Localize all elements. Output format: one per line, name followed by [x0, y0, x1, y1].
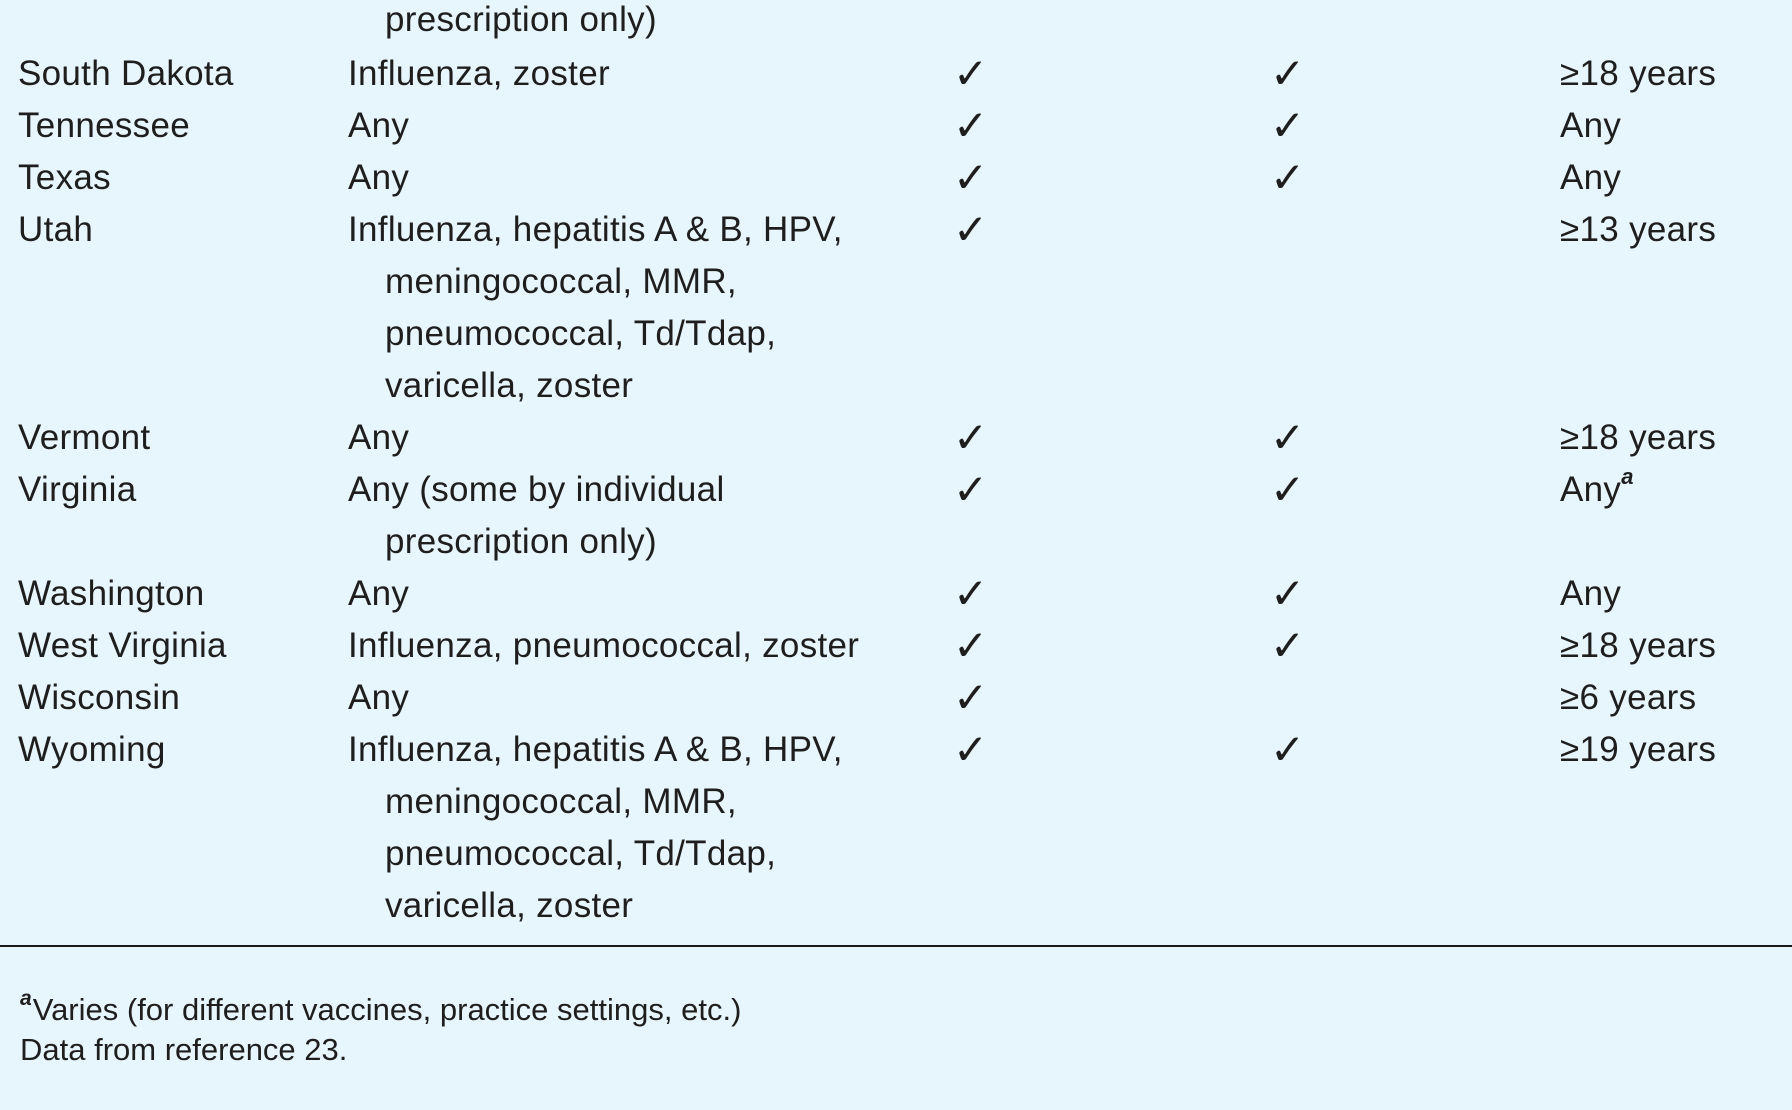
- vaccines-continuation: varicella, zoster: [385, 366, 634, 405]
- check-mark-icon: ✓: [1270, 414, 1306, 461]
- age-cell: [1560, 412, 1716, 464]
- vaccines-cell: Any: [348, 106, 410, 145]
- check-mark-icon: ✓: [953, 570, 989, 617]
- vaccines-continuation: varicella, zoster: [385, 886, 634, 925]
- check-mark-icon: ✓: [1270, 726, 1306, 773]
- age-cell: [1560, 620, 1716, 672]
- age-cell: [1560, 464, 1634, 516]
- age-cell: [1560, 672, 1696, 724]
- vaccines-cell: Influenza, hepatitis A & B, HPV,: [348, 210, 843, 249]
- age-value: ≥19 years: [1560, 730, 1717, 769]
- check-mark-icon: ✓: [1270, 154, 1306, 201]
- vaccines-cell: Any: [348, 678, 410, 717]
- state-name: Washington: [18, 574, 205, 613]
- vaccines-continuation: meningococcal, MMR,: [385, 262, 737, 301]
- check-mark-icon: ✓: [1270, 50, 1306, 97]
- check-mark-icon: ✓: [953, 414, 989, 461]
- footnote-a: [20, 986, 742, 1030]
- check-mark-icon: ✓: [1270, 622, 1306, 669]
- footnote-marker: a: [1621, 464, 1634, 490]
- age-value: Any: [1560, 574, 1622, 613]
- vaccines-continuation: pneumococcal, Td/Tdap,: [385, 314, 777, 353]
- vaccines-cell: Influenza, hepatitis A & B, HPV,: [348, 730, 843, 769]
- check-mark-icon: ✓: [953, 102, 989, 149]
- check-mark-icon: ✓: [953, 622, 989, 669]
- vaccines-cell: Influenza, pneumococcal, zoster: [348, 626, 860, 665]
- state-name: Utah: [18, 210, 94, 249]
- age-cell: [1560, 48, 1716, 100]
- state-name: Wyoming: [18, 730, 166, 769]
- vaccines-cell: Any: [348, 158, 410, 197]
- vaccines-cell: Any: [348, 418, 410, 457]
- state-name: South Dakota: [18, 54, 234, 93]
- age-value: Any: [1560, 470, 1622, 509]
- check-mark-icon: ✓: [953, 466, 989, 513]
- age-cell: [1560, 568, 1621, 620]
- state-name: West Virginia: [18, 626, 227, 665]
- state-name: Texas: [18, 158, 111, 197]
- age-value: ≥6 years: [1560, 678, 1697, 717]
- vaccines-continuation: meningococcal, MMR,: [385, 782, 737, 821]
- vaccines-continuation: pneumococcal, Td/Tdap,: [385, 834, 777, 873]
- age-cell: [1560, 724, 1716, 776]
- vaccines-continuation: prescription only): [385, 522, 657, 561]
- vaccines-cell: Any: [348, 574, 410, 613]
- age-value: ≥18 years: [1560, 54, 1717, 93]
- check-mark-icon: ✓: [953, 206, 989, 253]
- source-note: Data from reference 23.: [20, 1032, 348, 1067]
- footnote-text: Varies (for different vaccines, practice settings, etc.): [32, 992, 742, 1027]
- vaccines-continuation-top: prescription only): [385, 0, 657, 39]
- age-value: ≥18 years: [1560, 626, 1717, 665]
- footnote-marker: a: [20, 986, 32, 1010]
- age-value: ≥13 years: [1560, 210, 1717, 249]
- state-name: Virginia: [18, 470, 137, 509]
- check-mark-icon: ✓: [953, 726, 989, 773]
- check-mark-icon: ✓: [953, 50, 989, 97]
- table-bottom-rule: [0, 945, 1792, 947]
- vaccines-cell: Any (some by individual: [348, 470, 725, 509]
- check-mark-icon: ✓: [1270, 570, 1306, 617]
- age-value: ≥18 years: [1560, 418, 1717, 457]
- state-name: Wisconsin: [18, 678, 181, 717]
- vaccines-cell: Influenza, zoster: [348, 54, 610, 93]
- age-value: Any: [1560, 158, 1622, 197]
- state-name: Tennessee: [18, 106, 190, 145]
- age-cell: [1560, 100, 1621, 152]
- check-mark-icon: ✓: [953, 674, 989, 721]
- age-cell: [1560, 152, 1621, 204]
- check-mark-icon: ✓: [1270, 466, 1306, 513]
- age-cell: [1560, 204, 1716, 256]
- check-mark-icon: ✓: [953, 154, 989, 201]
- age-value: Any: [1560, 106, 1622, 145]
- state-name: Vermont: [18, 418, 151, 457]
- check-mark-icon: ✓: [1270, 102, 1306, 149]
